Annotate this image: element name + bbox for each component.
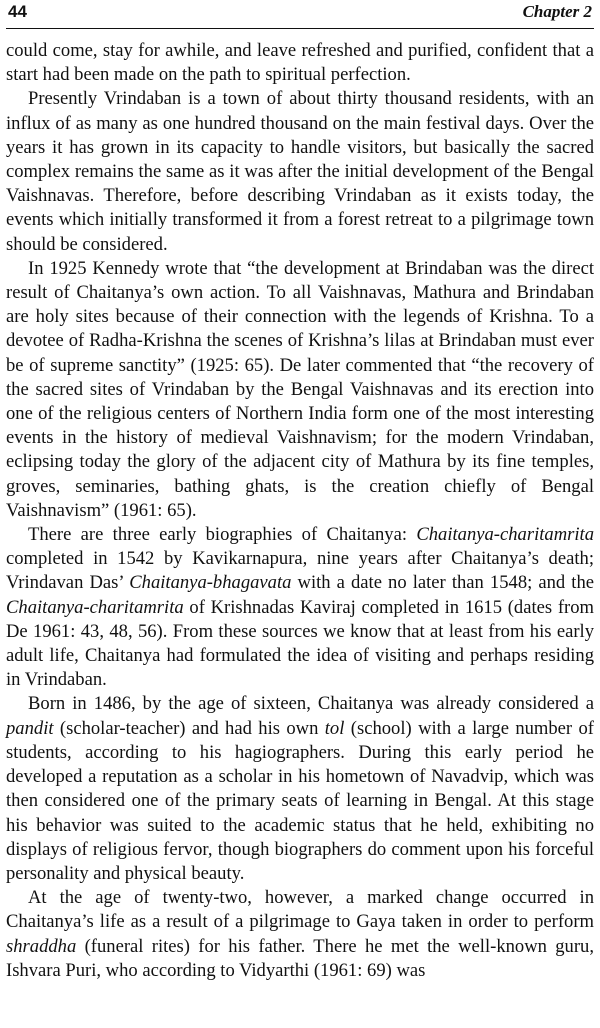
text-run: Presently Vrindaban is a town of about thirty thousand residents, with an influx of as many as one hundred thousand on the main festival days. Over the years it has grown in its capacity to handle visitors, but basically the sacred complex remains the same as it was after the initial development of the Bengal Vaishnavas. Therefore, before describing Vrindaban as it exists today, the events which initially transformed it from a forest retreat to a pilgrimage town should be considered. — [6, 88, 594, 255]
italic-term: pandit — [6, 717, 54, 739]
italic-title: Chaitanya-charitamrita — [6, 596, 184, 618]
text-run: of Krishnadas Kaviraj completed in 1615 (dates from De 1961: 43, 48, 56). From these sources we know that at least from his early adult life, Chaitanya had formulated the idea of visiting and perhaps residing in Vrindaban. — [6, 596, 594, 691]
text-run: completed in 1542 by Kavikarnapura, nine years after Chaitanya’s death; Vrindavan Das’ — [6, 548, 594, 594]
text-run: (school) with a large number of students, according to his hagiographers. During this early period he developed a reputation as a scholar in his hometown of Navadvip, which was then considered one of the primary seats of learning in Bengal. At this stage his behavior was suited to the academic status that he held, exhibiting no displays of religious fervor, though biographers do comment upon his forceful personality and physical beauty. — [6, 717, 594, 884]
running-title: Chapter 2 — [522, 2, 592, 21]
text-run: could come, stay for awhile, and leave refreshed and purified, confident that a start had been made on the path to spiritual perfection. — [6, 40, 594, 86]
text-run: Born in 1486, by the age of sixteen, Chaitanya was already considered a — [28, 693, 594, 715]
paragraph — [6, 886, 594, 983]
body-text — [6, 39, 594, 983]
text-run: At the age of twenty-two, however, a marked change occurred in Chaitanya’s life as a result of a pilgrimage to Gaya taken in order to perform — [6, 887, 594, 933]
text-run: There are three early biographies of Chaitanya: — [28, 524, 417, 546]
running-header — [6, 0, 594, 29]
italic-title: Chaitanya-charitamrita — [416, 524, 594, 546]
italic-title: Chaitanya-bhagavata — [129, 572, 292, 594]
paragraph — [6, 692, 594, 886]
italic-term: tol — [324, 717, 345, 739]
text-run: (funeral rites) for his father. There he met the well-known guru, Ishvara Puri, who according to Vidyarthi (1961: 69) was — [6, 935, 594, 981]
paragraph — [6, 523, 594, 692]
paragraph — [6, 257, 594, 523]
paragraph — [6, 39, 594, 87]
page-number: 44 — [8, 2, 27, 21]
paragraph — [6, 87, 594, 256]
text-run: (scholar-teacher) and had his own — [53, 717, 325, 739]
text-run: In 1925 Kennedy wrote that “the development at Brindaban was the direct result of Chaitanya’s own action. To all Vaishnavas, Mathura and Brindaban are holy sites because of their connection with the legends of Krishna. To a devotee of Radha-Krishna the scenes of Krishna’s lilas at Brindaban must ever be of supreme sanctity” (1925: 65). De later commented that “the recovery of the sacred sites of Vrindaban by the Bengal Vaishnavas and its erection into one of the religious centers of Northern India form one of the most interesting events in the history of medieval Vaishnavism; for the modern Vrindaban, eclipsing today the glory of the adjacent city of Mathura by its fine temples, groves, seminaries, bathing ghats, is the creation chiefly of Bengal Vaishnavism” (1961: 65). — [6, 257, 594, 521]
text-run: with a date no later than 1548; and the — [291, 572, 595, 594]
italic-term: shraddha — [6, 935, 77, 957]
